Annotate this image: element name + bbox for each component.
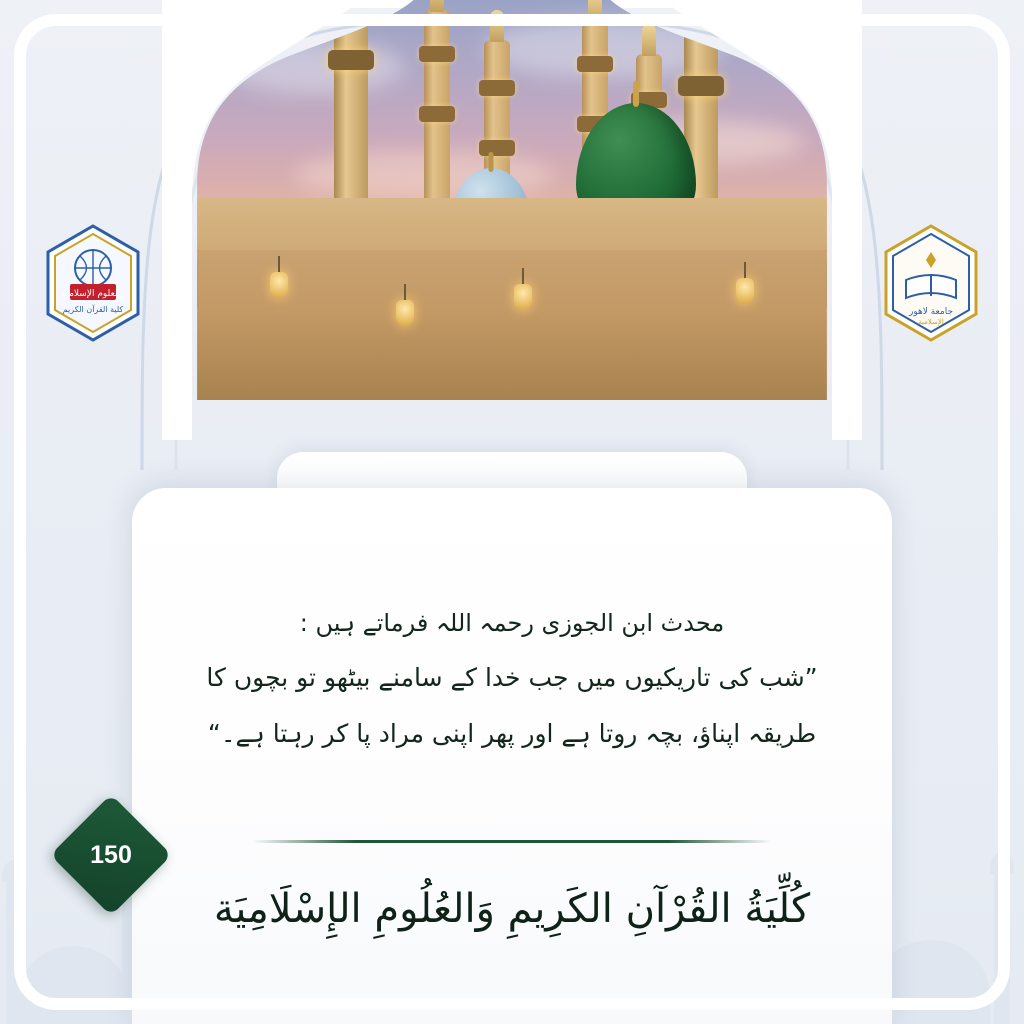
mosque-scene xyxy=(184,0,840,400)
logo-left-line2: والعلوم الإسلامية xyxy=(61,289,125,299)
badge-number: 150 xyxy=(90,840,132,869)
jamia-lahore-logo xyxy=(870,222,992,344)
quote-block xyxy=(178,596,846,763)
quote-attribution: محدث ابن الجوزی رحمہ اللہ فرماتے ہیں : xyxy=(299,609,725,637)
divider xyxy=(252,840,772,843)
number-badge xyxy=(68,812,154,898)
kulliyyah-logo xyxy=(32,222,154,344)
quote-line-1: ”شب کی تاریکیوں میں جب خدا کے سامنے بیٹھو تو بچوں کا xyxy=(206,663,818,692)
logo-right-line2: الإسلامية xyxy=(918,318,944,326)
quote-card xyxy=(132,488,892,1024)
mosque-photo xyxy=(184,0,840,400)
logo-right-line1: جامعة لاهور xyxy=(908,307,954,317)
footer-arabic-title: كُلِّيَةُ القُرْآنِ الكَرِيمِ وَالعُلُومِ الإِسْلَامِيَة xyxy=(213,886,811,932)
logo-left-line1: كلية القرآن الكريم xyxy=(62,305,124,314)
quote-line-2: طریقہ اپناؤ، بچہ روتا ہے اور پھر اپنی مراد پا کر رہتا ہے۔“ xyxy=(207,719,817,749)
mosque-photo-arch xyxy=(162,0,862,440)
